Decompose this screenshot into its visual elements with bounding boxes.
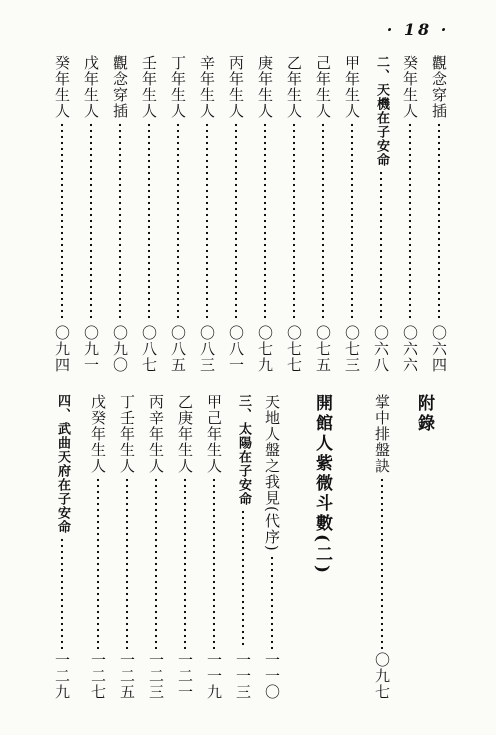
entry-page: 一二七 xyxy=(89,652,107,700)
entry-page: 〇八三 xyxy=(198,325,216,373)
entry-title: 甲年生人 xyxy=(343,55,361,119)
leader-dots xyxy=(126,477,128,649)
entry-title: 癸年生人 xyxy=(53,55,71,119)
entry-page: 一二三 xyxy=(147,652,165,700)
toc-entry[interactable] xyxy=(427,55,451,373)
toc-entry[interactable] xyxy=(253,55,277,373)
entry-page: 〇九〇 xyxy=(111,325,129,373)
entry-title: 己年生人 xyxy=(314,55,332,119)
entry-title: 辛年生人 xyxy=(198,55,216,119)
toc-entry[interactable] xyxy=(398,55,422,373)
book-title: 開館人紫微斗數(二) xyxy=(312,394,332,577)
entry-title: 甲己年生人 xyxy=(205,394,223,474)
entry-title: 戊癸年生人 xyxy=(89,394,107,474)
entry-title: 三、太陽在子安命 xyxy=(236,394,251,506)
toc-entry[interactable] xyxy=(370,394,394,700)
toc-entry[interactable] xyxy=(311,55,335,373)
toc-entry[interactable] xyxy=(144,394,168,700)
toc-entry[interactable] xyxy=(166,55,190,373)
entry-page: 〇九一 xyxy=(82,325,100,373)
entry-title: 天地人盤之我見(代序) xyxy=(263,394,281,552)
entry-page: 〇九七 xyxy=(373,652,391,700)
leader-dots xyxy=(184,477,186,649)
entry-page: 〇七七 xyxy=(285,325,303,373)
leader-dots xyxy=(177,122,179,322)
toc-entry[interactable] xyxy=(108,55,132,373)
leader-dots xyxy=(351,122,353,322)
entry-title: 壬年生人 xyxy=(140,55,158,119)
entry-page: 〇七三 xyxy=(343,325,361,373)
entry-title: 癸年生人 xyxy=(401,55,419,119)
entry-title: 乙庚年生人 xyxy=(176,394,194,474)
leader-dots xyxy=(380,170,382,322)
leader-dots xyxy=(235,122,237,322)
leader-dots xyxy=(61,122,63,322)
leader-dots xyxy=(271,555,273,649)
leader-dots xyxy=(322,122,324,322)
book-heading xyxy=(310,394,334,624)
entry-title: 二、天機在子安命 xyxy=(374,55,389,167)
appendix-heading xyxy=(412,394,436,504)
toc-entry[interactable] xyxy=(79,55,103,373)
leader-dots xyxy=(119,122,121,322)
leader-dots xyxy=(90,122,92,322)
entry-title: 四、武曲天府在子安命 xyxy=(55,394,70,534)
toc-entry[interactable] xyxy=(340,55,364,373)
entry-title: 觀念穿插 xyxy=(111,55,129,119)
toc-entry[interactable] xyxy=(369,55,393,373)
entry-title: 庚年生人 xyxy=(256,55,274,119)
entry-page: 一二九 xyxy=(53,652,71,700)
toc-entry[interactable] xyxy=(50,394,74,700)
entry-page: 〇八一 xyxy=(227,325,245,373)
entry-title: 丙辛年生人 xyxy=(147,394,165,474)
leader-dots xyxy=(264,122,266,322)
toc-entry[interactable] xyxy=(224,55,248,373)
entry-page: 一二一 xyxy=(176,652,194,700)
entry-title: 戊年生人 xyxy=(82,55,100,119)
entry-page: 一一九 xyxy=(205,652,223,700)
leader-dots xyxy=(97,477,99,649)
entry-title: 觀念穿插 xyxy=(430,55,448,119)
entry-page: 〇八七 xyxy=(140,325,158,373)
toc-entry[interactable] xyxy=(137,55,161,373)
leader-dots xyxy=(148,122,150,322)
entry-title: 丁壬年生人 xyxy=(118,394,136,474)
leader-dots xyxy=(438,122,440,322)
section-heading: 附錄 xyxy=(414,394,434,434)
page-number: · 18 · xyxy=(386,20,450,39)
leader-dots xyxy=(293,122,295,322)
toc-entry[interactable] xyxy=(115,394,139,700)
entry-title: 掌中排盤訣 xyxy=(373,394,391,474)
toc-entry[interactable] xyxy=(260,394,284,700)
leader-dots xyxy=(206,122,208,322)
entry-title: 丙年生人 xyxy=(227,55,245,119)
leader-dots xyxy=(242,509,244,649)
leader-dots xyxy=(213,477,215,649)
entry-page: 一一〇 xyxy=(263,652,281,700)
toc-entry[interactable] xyxy=(50,55,74,373)
toc-entry[interactable] xyxy=(195,55,219,373)
leader-dots xyxy=(61,537,63,649)
entry-page: 〇六四 xyxy=(430,325,448,373)
toc-entry[interactable] xyxy=(173,394,197,700)
entry-title: 丁年生人 xyxy=(169,55,187,119)
entry-page: 〇九四 xyxy=(53,325,71,373)
toc-entry[interactable] xyxy=(282,55,306,373)
leader-dots xyxy=(409,122,411,322)
entry-page: 〇七九 xyxy=(256,325,274,373)
entry-page: 一二五 xyxy=(118,652,136,700)
toc-entry[interactable] xyxy=(86,394,110,700)
entry-page: 〇七五 xyxy=(314,325,332,373)
entry-page: 〇六八 xyxy=(372,325,390,373)
leader-dots xyxy=(381,477,383,649)
toc-entry[interactable] xyxy=(231,394,255,700)
entry-title: 乙年生人 xyxy=(285,55,303,119)
leader-dots xyxy=(155,477,157,649)
entry-page: 一一三 xyxy=(234,652,252,700)
entry-page: 〇八五 xyxy=(169,325,187,373)
toc-entry[interactable] xyxy=(202,394,226,700)
entry-page: 〇六六 xyxy=(401,325,419,373)
